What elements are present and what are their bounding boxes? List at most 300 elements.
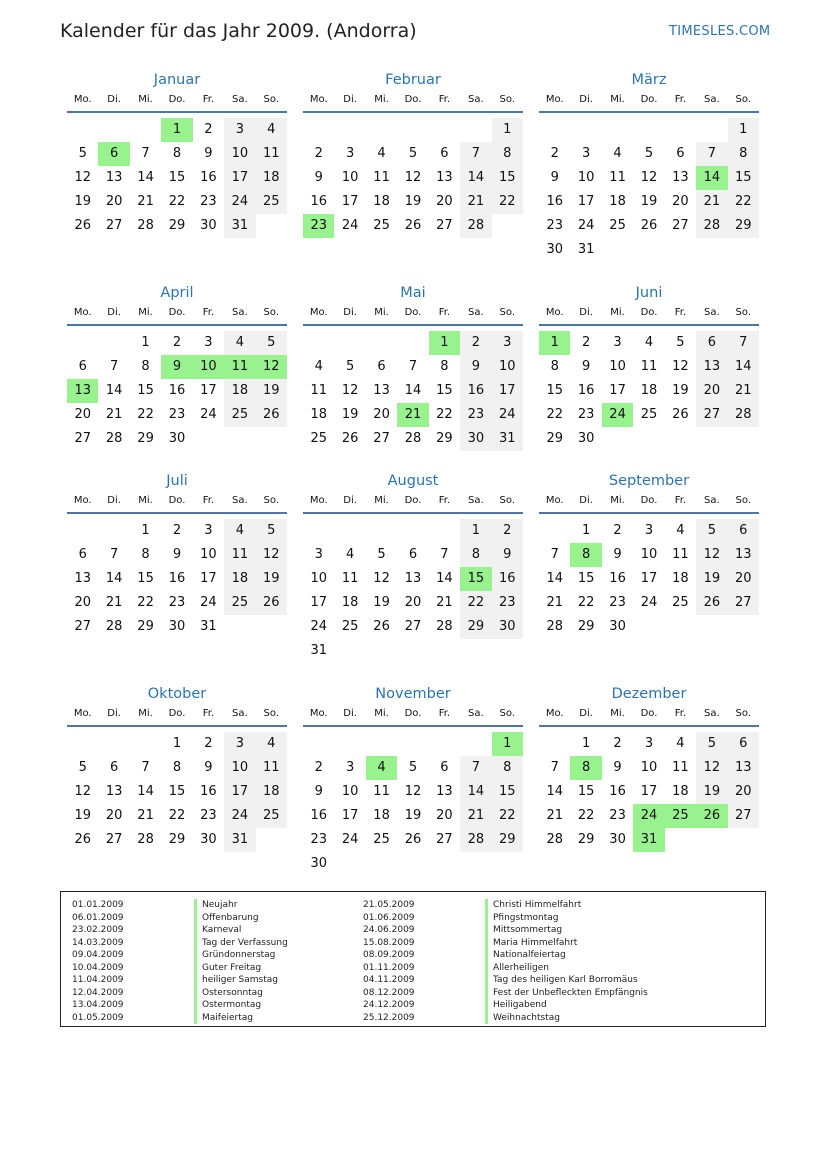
day-cell: 27	[436, 832, 453, 847]
day-cell: 20	[74, 407, 91, 422]
day-cell: 2	[204, 122, 213, 137]
weekday-header: Di.	[579, 708, 593, 719]
day-cell: 10	[577, 170, 595, 185]
day-cell: 2	[581, 335, 591, 350]
day-cell: 30	[168, 619, 186, 634]
day-cell: 5	[256, 331, 287, 355]
day-cell: 20	[105, 194, 123, 209]
day-cell: 24	[341, 832, 359, 847]
holiday-day-cell: 1	[539, 331, 570, 355]
legend-holiday-name: Neujahr	[194, 899, 237, 912]
weekday-header: So.	[263, 307, 280, 318]
day-cell: 24	[310, 619, 327, 634]
day-cell: 19	[256, 567, 287, 591]
day-cell: 27	[436, 218, 453, 233]
day-cell: 28	[137, 832, 154, 847]
holiday-day-cell: 13	[67, 379, 98, 403]
weekday-header: Do.	[168, 307, 186, 318]
day-cell: 18	[224, 567, 255, 591]
weekday-header: Sa.	[232, 94, 248, 105]
day-cell: 11	[373, 784, 390, 799]
month-name: Dezember	[611, 686, 687, 702]
weekday-header: Sa.	[232, 307, 248, 318]
weekday-header: Fr.	[438, 708, 451, 719]
weekday-header: Mo.	[309, 708, 328, 719]
day-cell: 3	[224, 732, 255, 756]
weekday-header: Mo.	[73, 307, 92, 318]
holiday-legend	[60, 891, 766, 1027]
month-name: Juli	[166, 473, 188, 489]
weekday-header: Di.	[107, 495, 121, 506]
day-cell: 28	[105, 431, 123, 446]
holiday-day-cell: 31	[633, 828, 664, 852]
day-cell: 30	[200, 218, 217, 233]
day-cell: 25	[224, 591, 255, 615]
holiday-day-cell: 1	[161, 118, 192, 142]
weekday-header: Do.	[404, 495, 422, 506]
day-cell: 29	[168, 832, 186, 847]
day-cell: 10	[224, 756, 255, 780]
day-cell: 2	[172, 523, 182, 538]
day-cell: 30	[200, 832, 217, 847]
day-cell: 25	[672, 595, 689, 610]
day-cell: 25	[640, 407, 658, 422]
weekday-header: Sa.	[468, 307, 484, 318]
day-cell: 19	[256, 379, 287, 403]
day-cell: 27	[105, 218, 123, 233]
day-cell: 3	[345, 760, 355, 775]
day-cell: 18	[640, 383, 658, 398]
day-cell: 8	[460, 543, 491, 567]
legend-date: 01.11.2009	[363, 962, 415, 973]
holiday-day-cell: 21	[397, 403, 428, 427]
holiday-day-cell: 9	[161, 355, 192, 379]
day-cell: 29	[137, 431, 154, 446]
weekday-header: Fr.	[438, 495, 451, 506]
day-cell: 4	[256, 118, 287, 142]
day-cell: 17	[492, 379, 523, 403]
month-april	[67, 285, 287, 485]
day-cell: 8	[141, 547, 150, 562]
month-name: Juni	[635, 285, 663, 301]
day-cell: 19	[404, 194, 422, 209]
month-name: Oktober	[147, 686, 207, 702]
day-cell: 14	[546, 571, 563, 586]
legend-date: 24.06.2009	[363, 925, 415, 935]
month-name: Mai	[400, 285, 426, 301]
day-cell: 2	[460, 331, 491, 355]
day-cell: 29	[460, 615, 491, 639]
day-cell: 8	[141, 359, 150, 374]
day-cell: 13	[373, 383, 390, 398]
holiday-day-cell: 15	[460, 567, 491, 591]
day-cell: 24	[640, 595, 658, 610]
day-cell: 1	[728, 118, 759, 142]
day-cell: 12	[256, 543, 287, 567]
legend-holiday-name: Tag der Verfassung	[194, 937, 288, 950]
legend-date: 04.11.2009	[363, 975, 415, 985]
weekday-header: Mi.	[138, 307, 153, 318]
day-cell: 6	[408, 547, 418, 562]
day-cell: 21	[137, 808, 154, 823]
day-cell: 22	[492, 190, 523, 214]
day-cell: 8	[440, 359, 449, 374]
weekday-header: So.	[735, 307, 752, 318]
month-header-rule	[303, 324, 523, 326]
day-cell: 8	[492, 756, 523, 780]
day-cell: 19	[373, 595, 390, 610]
day-cell: 23	[168, 595, 186, 610]
day-cell: 13	[404, 571, 422, 586]
day-cell: 13	[105, 170, 123, 185]
day-cell: 4	[676, 523, 685, 538]
day-cell: 17	[200, 571, 217, 586]
day-cell: 31	[224, 828, 255, 852]
day-cell: 14	[137, 784, 154, 799]
weekday-header: Fr.	[674, 94, 687, 105]
month-header-rule	[539, 111, 759, 113]
legend-holiday-name: Pfingstmontag	[485, 912, 558, 925]
day-cell: 30	[310, 856, 327, 871]
day-cell: 1	[460, 519, 491, 543]
day-cell: 11	[609, 170, 626, 185]
day-cell: 20	[672, 194, 689, 209]
weekday-header: So.	[499, 307, 516, 318]
day-cell: 25	[373, 832, 390, 847]
day-cell: 18	[373, 194, 390, 209]
day-cell: 4	[224, 331, 255, 355]
day-cell: 19	[672, 383, 689, 398]
day-cell: 5	[408, 760, 418, 775]
day-cell: 22	[137, 407, 154, 422]
weekday-header: Fr.	[202, 307, 215, 318]
weekday-header: Do.	[404, 94, 422, 105]
day-cell: 21	[460, 804, 491, 828]
day-cell: 17	[310, 595, 327, 610]
day-cell: 1	[581, 523, 591, 538]
month-dezember	[539, 686, 759, 886]
day-cell: 14	[460, 166, 491, 190]
weekday-header: Mo.	[73, 708, 92, 719]
day-cell: 18	[609, 194, 626, 209]
weekday-header: Mi.	[138, 495, 153, 506]
day-cell: 2	[550, 146, 559, 161]
day-cell: 2	[204, 736, 213, 751]
legend-holiday-name: Ostersonntag	[194, 987, 263, 1000]
month-header-rule	[539, 512, 759, 514]
day-cell: 6	[440, 146, 449, 161]
weekday-header: Sa.	[468, 94, 484, 105]
month-name: März	[631, 72, 667, 88]
weekday-header: Mo.	[545, 307, 564, 318]
day-cell: 13	[672, 170, 689, 185]
day-cell: 24	[577, 218, 595, 233]
day-cell: 29	[546, 431, 563, 446]
day-cell: 25	[609, 218, 626, 233]
day-cell: 7	[440, 547, 449, 562]
legend-date: 08.09.2009	[363, 950, 415, 960]
day-cell: 6	[78, 359, 87, 374]
day-cell: 15	[168, 170, 186, 185]
legend-date: 08.12.2009	[363, 987, 415, 998]
holiday-day-cell: 8	[570, 756, 601, 780]
day-cell: 14	[105, 571, 123, 586]
weekday-header: Fr.	[202, 708, 215, 719]
day-cell: 14	[436, 571, 453, 586]
holiday-day-cell: 23	[303, 214, 334, 238]
day-cell: 10	[609, 359, 626, 374]
holiday-day-cell: 26	[696, 804, 727, 828]
day-cell: 9	[172, 547, 182, 562]
day-cell: 4	[224, 519, 255, 543]
holiday-day-cell: 24	[602, 403, 633, 427]
day-cell: 15	[137, 383, 154, 398]
day-cell: 27	[728, 591, 759, 615]
day-cell: 14	[728, 355, 759, 379]
day-cell: 7	[696, 142, 727, 166]
day-cell: 26	[341, 431, 359, 446]
day-cell: 30	[609, 619, 626, 634]
day-cell: 23	[168, 407, 186, 422]
day-cell: 27	[105, 832, 123, 847]
day-cell: 17	[224, 166, 255, 190]
weekday-header: Mo.	[73, 495, 92, 506]
day-cell: 3	[644, 523, 654, 538]
day-cell: 18	[341, 595, 359, 610]
day-cell: 25	[224, 403, 255, 427]
day-cell: 7	[141, 146, 150, 161]
day-cell: 18	[224, 379, 255, 403]
day-cell: 29	[577, 619, 595, 634]
legend-holiday-name: Christi Himmelfahrt	[485, 899, 581, 912]
legend-date: 21.05.2009	[363, 900, 415, 910]
day-cell: 28	[460, 214, 491, 238]
day-cell: 28	[137, 218, 154, 233]
month-februar	[303, 72, 523, 272]
day-cell: 12	[74, 784, 91, 799]
site-logo-link[interactable]: TIMESLES.COM	[669, 24, 771, 39]
day-cell: 20	[105, 808, 123, 823]
day-cell: 10	[640, 760, 658, 775]
day-cell: 11	[672, 547, 689, 562]
day-cell: 23	[460, 403, 491, 427]
legend-holiday-name: Offenbarung	[194, 912, 259, 925]
day-cell: 18	[672, 571, 689, 586]
legend-date: 01.05.2009	[72, 1012, 124, 1023]
day-cell: 12	[696, 756, 727, 780]
day-cell: 12	[696, 543, 727, 567]
weekday-header: Mi.	[374, 307, 389, 318]
day-cell: 11	[672, 760, 689, 775]
day-cell: 17	[577, 194, 595, 209]
weekday-header: Do.	[404, 307, 422, 318]
day-cell: 23	[200, 808, 217, 823]
day-cell: 11	[373, 170, 390, 185]
day-cell: 5	[256, 519, 287, 543]
day-cell: 11	[224, 543, 255, 567]
month-header-rule	[67, 725, 287, 727]
day-cell: 5	[345, 359, 355, 374]
weekday-header: Di.	[343, 94, 357, 105]
day-cell: 11	[256, 756, 287, 780]
day-cell: 15	[436, 383, 453, 398]
weekday-header: Mi.	[610, 708, 625, 719]
holiday-day-cell: 12	[256, 355, 287, 379]
weekday-header: Do.	[640, 307, 658, 318]
weekday-header: Sa.	[704, 495, 720, 506]
day-cell: 27	[728, 804, 759, 828]
day-cell: 30	[546, 242, 563, 257]
legend-holiday-name: Weihnachtstag	[485, 1012, 560, 1025]
legend-date: 13.04.2009	[72, 1000, 124, 1010]
day-cell: 7	[408, 359, 418, 374]
weekday-header: So.	[735, 94, 752, 105]
day-cell: 19	[696, 567, 727, 591]
day-cell: 22	[460, 591, 491, 615]
weekday-header: Di.	[107, 708, 121, 719]
day-cell: 23	[609, 808, 626, 823]
day-cell: 23	[200, 194, 217, 209]
day-cell: 21	[696, 190, 727, 214]
day-cell: 27	[74, 619, 91, 634]
day-cell: 15	[168, 784, 186, 799]
day-cell: 5	[408, 146, 418, 161]
day-cell: 21	[460, 190, 491, 214]
day-cell: 11	[256, 142, 287, 166]
weekday-header: So.	[499, 708, 516, 719]
day-cell: 14	[404, 383, 422, 398]
day-cell: 5	[78, 760, 87, 775]
day-cell: 1	[492, 118, 523, 142]
day-cell: 26	[696, 591, 727, 615]
legend-date: 09.04.2009	[72, 950, 124, 960]
day-cell: 20	[436, 808, 453, 823]
holiday-day-cell: 25	[665, 804, 696, 828]
legend-holiday-name: heiliger Samstag	[194, 974, 278, 987]
day-cell: 2	[314, 760, 323, 775]
day-cell: 10	[341, 784, 359, 799]
day-cell: 25	[373, 218, 390, 233]
month-juni	[539, 285, 759, 485]
month-header-rule	[303, 111, 523, 113]
month-header-rule	[67, 324, 287, 326]
day-cell: 6	[377, 359, 386, 374]
weekday-header: Mi.	[138, 708, 153, 719]
weekday-header: Mo.	[545, 94, 564, 105]
day-cell: 3	[204, 523, 213, 538]
weekday-header: Mo.	[545, 708, 564, 719]
day-cell: 15	[492, 780, 523, 804]
day-cell: 10	[492, 355, 523, 379]
day-cell: 16	[492, 567, 523, 591]
day-cell: 9	[314, 784, 323, 799]
day-cell: 6	[728, 732, 759, 756]
day-cell: 29	[168, 218, 186, 233]
weekday-header: Do.	[168, 495, 186, 506]
day-cell: 16	[310, 808, 327, 823]
day-cell: 16	[168, 571, 186, 586]
weekday-header: So.	[263, 708, 280, 719]
day-cell: 26	[404, 832, 422, 847]
month-header-rule	[539, 725, 759, 727]
day-cell: 8	[172, 760, 182, 775]
day-cell: 20	[404, 595, 422, 610]
day-cell: 30	[460, 427, 491, 451]
day-cell: 2	[314, 146, 323, 161]
day-cell: 9	[492, 543, 523, 567]
day-cell: 31	[577, 242, 595, 257]
weekday-header: So.	[263, 495, 280, 506]
day-cell: 12	[341, 383, 359, 398]
day-cell: 9	[613, 760, 622, 775]
weekday-header: Fr.	[438, 94, 451, 105]
weekday-header: Mo.	[309, 94, 328, 105]
day-cell: 9	[581, 359, 591, 374]
day-cell: 9	[314, 170, 323, 185]
weekday-header: Mi.	[374, 708, 389, 719]
weekday-header: Sa.	[468, 495, 484, 506]
day-cell: 20	[373, 407, 390, 422]
legend-date: 25.12.2009	[363, 1012, 415, 1023]
day-cell: 3	[204, 335, 213, 350]
day-cell: 15	[728, 166, 759, 190]
day-cell: 1	[172, 736, 182, 751]
day-cell: 17	[341, 194, 359, 209]
day-cell: 15	[577, 784, 595, 799]
day-cell: 7	[550, 760, 559, 775]
day-cell: 3	[613, 335, 622, 350]
day-cell: 8	[550, 359, 559, 374]
month-mai	[303, 285, 523, 485]
month-november	[303, 686, 523, 886]
day-cell: 21	[105, 407, 123, 422]
holiday-day-cell: 10	[193, 355, 224, 379]
legend-date: 01.06.2009	[363, 912, 415, 923]
weekday-header: Mi.	[374, 94, 389, 105]
day-cell: 6	[440, 760, 449, 775]
day-cell: 18	[373, 808, 390, 823]
holiday-day-cell: 14	[696, 166, 727, 190]
day-cell: 21	[546, 595, 563, 610]
weekday-header: Sa.	[232, 708, 248, 719]
day-cell: 23	[492, 591, 523, 615]
day-cell: 23	[609, 595, 626, 610]
day-cell: 3	[581, 146, 591, 161]
day-cell: 7	[728, 331, 759, 355]
weekday-header: Mi.	[610, 94, 625, 105]
weekday-header: Di.	[579, 307, 593, 318]
day-cell: 24	[492, 403, 523, 427]
day-cell: 10	[310, 571, 327, 586]
weekday-header: Sa.	[704, 708, 720, 719]
day-cell: 10	[640, 547, 658, 562]
weekday-header: Mo.	[545, 495, 564, 506]
month-header-rule	[303, 725, 523, 727]
day-cell: 13	[436, 784, 453, 799]
month-name: August	[387, 473, 439, 489]
month-name: Januar	[153, 72, 201, 88]
day-cell: 14	[460, 780, 491, 804]
weekday-header: Do.	[640, 708, 658, 719]
day-cell: 16	[609, 784, 626, 799]
day-cell: 1	[141, 523, 150, 538]
day-cell: 8	[492, 142, 523, 166]
legend-date: 01.01.2009	[72, 900, 124, 910]
legend-holiday-name: Allerheiligen	[485, 962, 549, 975]
day-cell: 27	[672, 218, 689, 233]
legend-date: 15.08.2009	[363, 937, 415, 948]
day-cell: 16	[310, 194, 327, 209]
